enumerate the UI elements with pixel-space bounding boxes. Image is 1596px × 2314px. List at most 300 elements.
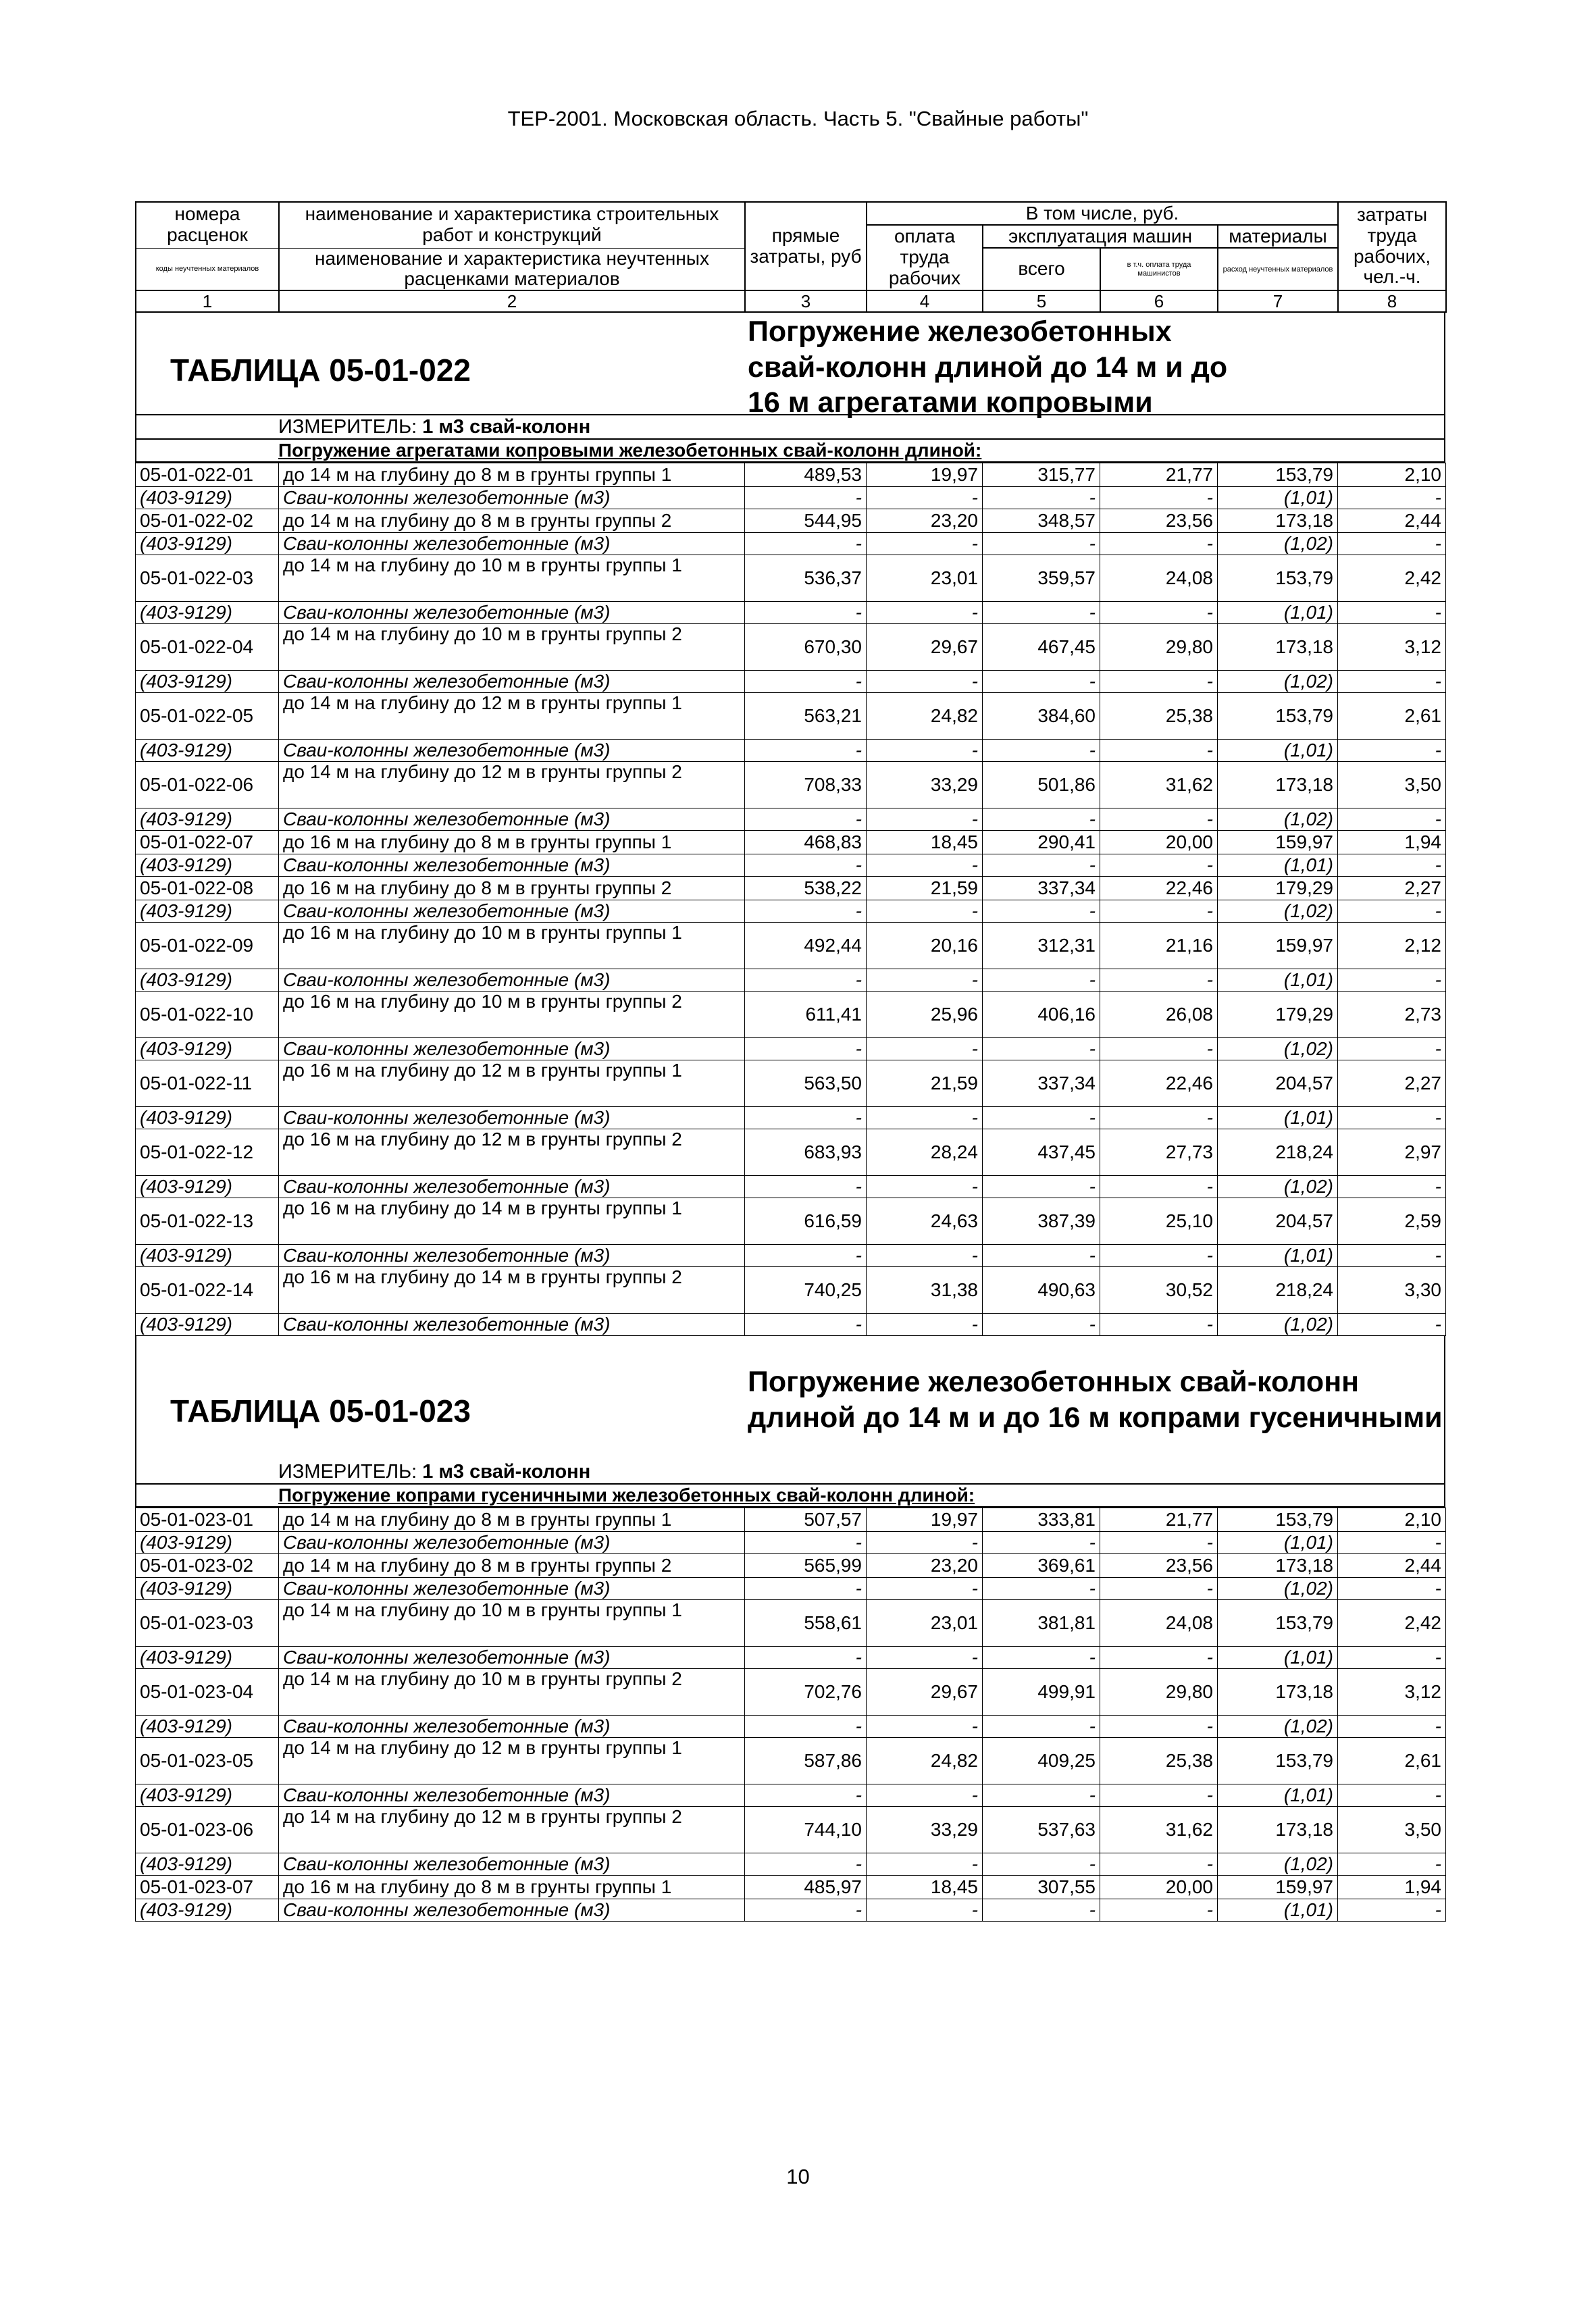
cost-value: 21,77 (1100, 463, 1218, 487)
table-row (136, 1738, 1446, 1784)
cost-value: 29,80 (1100, 1669, 1218, 1716)
material-consumption: (1,02) (1218, 1578, 1338, 1600)
dash-cell: - (1338, 740, 1446, 762)
dash-cell: - (867, 1716, 983, 1738)
cost-value: 3,12 (1338, 1669, 1446, 1716)
dash-cell: - (1338, 671, 1446, 693)
dash-cell: - (867, 1176, 983, 1198)
dash-cell: - (983, 1314, 1100, 1336)
dash-cell: - (1100, 1716, 1218, 1738)
dash-cell: - (867, 854, 983, 877)
material-code: (403-9129) (136, 487, 279, 509)
material-consumption: (1,02) (1218, 1716, 1338, 1738)
column-number: 1 (136, 290, 279, 312)
cost-value: 2,44 (1338, 509, 1446, 533)
rate-code: 05-01-022-01 (136, 463, 279, 487)
material-code: (403-9129) (136, 602, 279, 624)
cost-value: 3,12 (1338, 624, 1446, 671)
dash-cell: - (745, 533, 867, 555)
cost-value: 22,46 (1100, 877, 1218, 900)
material-name: Сваи-колонны железобетонные (м3) (279, 900, 745, 923)
material-code: (403-9129) (136, 808, 279, 831)
dash-cell: - (1100, 1038, 1218, 1060)
material-name: Сваи-колонны железобетонные (м3) (279, 1853, 745, 1876)
dash-cell: - (867, 1532, 983, 1554)
dash-cell: - (867, 671, 983, 693)
rate-code: 05-01-022-08 (136, 877, 279, 900)
cost-value: 409,25 (983, 1738, 1100, 1784)
material-code: (403-9129) (136, 1578, 279, 1600)
cost-value: 2,42 (1338, 1600, 1446, 1647)
rate-code: 05-01-022-07 (136, 831, 279, 854)
dash-cell: - (867, 1647, 983, 1669)
cost-value: 3,50 (1338, 1807, 1446, 1853)
dash-cell: - (983, 1647, 1100, 1669)
column-number: 3 (745, 290, 867, 312)
dash-cell: - (1338, 1038, 1446, 1060)
dash-cell: - (1100, 1784, 1218, 1807)
dash-cell: - (1100, 969, 1218, 992)
dash-cell: - (1338, 1314, 1446, 1336)
cost-value: 290,41 (983, 831, 1100, 854)
dash-cell: - (867, 533, 983, 555)
material-name: Сваи-колонны железобетонные (м3) (279, 1245, 745, 1267)
work-name: до 16 м на глубину до 8 м в грунты группы 2 (279, 877, 745, 900)
dash-cell: - (983, 854, 1100, 877)
cost-value: 204,57 (1218, 1060, 1338, 1107)
cost-value: 173,18 (1218, 509, 1338, 533)
cost-value: 29,67 (867, 1669, 983, 1716)
work-name: до 16 м на глубину до 10 м в грунты группы 1 (279, 923, 745, 969)
cost-value: 23,20 (867, 1554, 983, 1578)
cost-value: 2,42 (1338, 555, 1446, 602)
dash-cell: - (867, 1107, 983, 1129)
cost-value: 337,34 (983, 1060, 1100, 1107)
cost-value: 18,45 (867, 1876, 983, 1899)
cost-value: 23,56 (1100, 1554, 1218, 1578)
cost-value: 153,79 (1218, 1600, 1338, 1647)
cost-value: 31,38 (867, 1267, 983, 1314)
material-consumption: (1,01) (1218, 1245, 1338, 1267)
dash-cell: - (1338, 1716, 1446, 1738)
dash-cell: - (745, 671, 867, 693)
material-name: Сваи-колонны железобетонные (м3) (279, 1899, 745, 1922)
cost-value: 312,31 (983, 923, 1100, 969)
dash-cell: - (1100, 671, 1218, 693)
cost-value: 333,81 (983, 1508, 1100, 1532)
rates-table (135, 1508, 1446, 1922)
cost-value: 616,59 (745, 1198, 867, 1245)
dash-cell: - (983, 1532, 1100, 1554)
cost-value: 28,24 (867, 1129, 983, 1176)
cost-value: 406,16 (983, 992, 1100, 1038)
material-name: Сваи-колонны железобетонные (м3) (279, 1176, 745, 1198)
cost-value: 27,73 (1100, 1129, 1218, 1176)
work-name: до 14 м на глубину до 8 м в грунты группы 1 (279, 1508, 745, 1532)
dash-cell: - (1338, 808, 1446, 831)
material-row (136, 740, 1446, 762)
table-title-block (135, 313, 1445, 419)
cost-value: 708,33 (745, 762, 867, 808)
rate-code: 05-01-022-13 (136, 1198, 279, 1245)
material-name: Сваи-колонны железобетонные (м3) (279, 854, 745, 877)
dash-cell: - (983, 808, 1100, 831)
work-name: до 16 м на глубину до 8 м в грунты группы 1 (279, 831, 745, 854)
rate-code: 05-01-022-04 (136, 624, 279, 671)
material-row (136, 487, 1446, 509)
material-name: Сваи-колонны железобетонные (м3) (279, 533, 745, 555)
material-consumption: (1,01) (1218, 854, 1338, 877)
dash-cell: - (867, 1899, 983, 1922)
work-name: до 14 м на глубину до 12 м в грунты группы 1 (279, 693, 745, 740)
table-title-block (135, 1352, 1445, 1460)
table-row (136, 762, 1446, 808)
col-material-codes-header: коды неучтенных материалов (136, 248, 279, 290)
cost-value: 31,62 (1100, 762, 1218, 808)
dash-cell: - (867, 740, 983, 762)
cost-value: 359,57 (983, 555, 1100, 602)
material-consumption: (1,02) (1218, 533, 1338, 555)
col-name-header: наименование и характеристика строительных работ и конструкций (279, 202, 745, 248)
dash-cell: - (983, 1784, 1100, 1807)
table-row (136, 1060, 1446, 1107)
cost-value: 2,44 (1338, 1554, 1446, 1578)
dash-cell: - (1100, 1532, 1218, 1554)
material-name: Сваи-колонны железобетонные (м3) (279, 808, 745, 831)
rate-code: 05-01-022-11 (136, 1060, 279, 1107)
work-name: до 16 м на глубину до 12 м в грунты группы 2 (279, 1129, 745, 1176)
dash-cell: - (983, 602, 1100, 624)
dash-cell: - (745, 1314, 867, 1336)
cost-value: 173,18 (1218, 624, 1338, 671)
material-name: Сваи-колонны железобетонные (м3) (279, 1107, 745, 1129)
dash-cell: - (745, 1532, 867, 1554)
material-code: (403-9129) (136, 1176, 279, 1198)
rate-code: 05-01-023-02 (136, 1554, 279, 1578)
table-row (136, 1807, 1446, 1853)
cost-value: 587,86 (745, 1738, 867, 1784)
cost-value: 490,63 (983, 1267, 1100, 1314)
work-name: до 14 м на глубину до 10 м в грунты группы 2 (279, 624, 745, 671)
material-row (136, 1647, 1446, 1669)
table-row (136, 1129, 1446, 1176)
cost-value: 20,00 (1100, 831, 1218, 854)
dash-cell: - (1100, 533, 1218, 555)
material-code: (403-9129) (136, 969, 279, 992)
dash-cell: - (1100, 1578, 1218, 1600)
table-row (136, 463, 1446, 487)
material-consumption: (1,01) (1218, 1532, 1338, 1554)
work-name: до 14 м на глубину до 8 м в грунты группы 2 (279, 509, 745, 533)
column-number: 8 (1338, 290, 1446, 312)
cost-value: 369,61 (983, 1554, 1100, 1578)
material-consumption: (1,02) (1218, 671, 1338, 693)
table-row (136, 923, 1446, 969)
unit-label: ИЗМЕРИТЕЛЬ: (278, 1461, 417, 1483)
group-heading: Погружение агрегатами копровыми железобетонных свай-колонн длиной: (135, 438, 1445, 463)
dash-cell: - (1100, 1853, 1218, 1876)
material-row (136, 1314, 1446, 1336)
material-consumption: (1,01) (1218, 1784, 1338, 1807)
col-material-consumption-header: расход неучтенных материалов (1218, 248, 1338, 290)
unit-label: ИЗМЕРИТЕЛЬ: (278, 416, 417, 438)
cost-value: 702,76 (745, 1669, 867, 1716)
work-name: до 14 м на глубину до 10 м в грунты группы 1 (279, 1600, 745, 1647)
material-code: (403-9129) (136, 900, 279, 923)
column-number: 2 (279, 290, 745, 312)
cost-value: 25,96 (867, 992, 983, 1038)
work-name: до 14 м на глубину до 10 м в грунты группы 2 (279, 1669, 745, 1716)
cost-value: 23,01 (867, 1600, 983, 1647)
material-code: (403-9129) (136, 1647, 279, 1669)
cost-value: 2,10 (1338, 463, 1446, 487)
page-number: 10 (786, 2165, 810, 2188)
dash-cell: - (745, 854, 867, 877)
col-machinists-header: в т.ч. оплата труда машинистов (1100, 248, 1218, 290)
cost-value: 348,57 (983, 509, 1100, 533)
cost-value: 387,39 (983, 1198, 1100, 1245)
dash-cell: - (745, 487, 867, 509)
dash-cell: - (745, 808, 867, 831)
cost-value: 507,57 (745, 1508, 867, 1532)
cost-value: 19,97 (867, 463, 983, 487)
dash-cell: - (745, 1853, 867, 1876)
cost-value: 2,73 (1338, 992, 1446, 1038)
material-code: (403-9129) (136, 854, 279, 877)
material-row (136, 1784, 1446, 1807)
cost-value: 24,63 (867, 1198, 983, 1245)
dash-cell: - (1100, 1245, 1218, 1267)
table-row (136, 877, 1446, 900)
table-row (136, 693, 1446, 740)
material-consumption: (1,01) (1218, 1647, 1338, 1669)
dash-cell: - (983, 487, 1100, 509)
dash-cell: - (1338, 1107, 1446, 1129)
table-row (136, 992, 1446, 1038)
material-name: Сваи-колонны железобетонные (м3) (279, 1038, 745, 1060)
column-number: 5 (983, 290, 1100, 312)
cost-value: 31,62 (1100, 1807, 1218, 1853)
dash-cell: - (1338, 1245, 1446, 1267)
cost-value: 24,82 (867, 1738, 983, 1784)
cost-value: 33,29 (867, 1807, 983, 1853)
cost-value: 24,08 (1100, 1600, 1218, 1647)
table-title: Погружение железобетонных свай-колонн длиной до 14 м и до 16 м копрами гусеничными (748, 1366, 1443, 1434)
work-name: до 14 м на глубину до 10 м в грунты группы 1 (279, 555, 745, 602)
dash-cell: - (983, 1853, 1100, 1876)
rate-code: 05-01-022-06 (136, 762, 279, 808)
dash-cell: - (983, 1038, 1100, 1060)
unit-value: 1 м3 свай-колонн (422, 1461, 591, 1483)
dash-cell: - (867, 1038, 983, 1060)
rate-code: 05-01-022-12 (136, 1129, 279, 1176)
material-row (136, 1578, 1446, 1600)
cost-value: 20,16 (867, 923, 983, 969)
dash-cell: - (745, 1107, 867, 1129)
work-name: до 14 м на глубину до 12 м в грунты группы 2 (279, 1807, 745, 1853)
dash-cell: - (983, 1578, 1100, 1600)
cost-value: 30,52 (1100, 1267, 1218, 1314)
cost-value: 538,22 (745, 877, 867, 900)
material-name: Сваи-колонны железобетонные (м3) (279, 1784, 745, 1807)
table-row (136, 624, 1446, 671)
material-row (136, 1853, 1446, 1876)
dash-cell: - (1338, 1647, 1446, 1669)
cost-value: 33,29 (867, 762, 983, 808)
cost-value: 384,60 (983, 693, 1100, 740)
material-name: Сваи-колонны железобетонные (м3) (279, 1314, 745, 1336)
cost-value: 173,18 (1218, 762, 1338, 808)
table-row (136, 1876, 1446, 1899)
material-code: (403-9129) (136, 1532, 279, 1554)
cost-value: 173,18 (1218, 1554, 1338, 1578)
dash-cell: - (867, 808, 983, 831)
cost-value: 337,34 (983, 877, 1100, 900)
work-name: до 16 м на глубину до 8 м в грунты группы 1 (279, 1876, 745, 1899)
material-name: Сваи-колонны железобетонные (м3) (279, 740, 745, 762)
material-name: Сваи-колонны железобетонные (м3) (279, 602, 745, 624)
material-row (136, 1899, 1446, 1922)
material-row (136, 533, 1446, 555)
dash-cell: - (1100, 1107, 1218, 1129)
rate-code: 05-01-023-05 (136, 1738, 279, 1784)
material-row (136, 1107, 1446, 1129)
material-consumption: (1,02) (1218, 1038, 1338, 1060)
cost-value: 26,08 (1100, 992, 1218, 1038)
cost-value: 501,86 (983, 762, 1100, 808)
section-gap (135, 1336, 1445, 1352)
rate-code: 05-01-023-03 (136, 1600, 279, 1647)
dash-cell: - (745, 1716, 867, 1738)
cost-value: 558,61 (745, 1600, 867, 1647)
material-row (136, 1038, 1446, 1060)
material-code: (403-9129) (136, 533, 279, 555)
material-consumption: (1,01) (1218, 969, 1338, 992)
dash-cell: - (1338, 1176, 1446, 1198)
material-name: Сваи-колонны железобетонные (м3) (279, 969, 745, 992)
dash-cell: - (983, 1716, 1100, 1738)
cost-value: 25,38 (1100, 693, 1218, 740)
dash-cell: - (1338, 854, 1446, 877)
work-name: до 16 м на глубину до 14 м в грунты группы 2 (279, 1267, 745, 1314)
dash-cell: - (745, 1899, 867, 1922)
rate-code: 05-01-023-01 (136, 1508, 279, 1532)
dash-cell: - (1100, 487, 1218, 509)
dash-cell: - (1338, 1853, 1446, 1876)
cost-value: 204,57 (1218, 1198, 1338, 1245)
group-heading: Погружение копрами гусеничными железобетонных свай-колонн длиной: (135, 1483, 1445, 1508)
dash-cell: - (745, 1038, 867, 1060)
dash-cell: - (1338, 1532, 1446, 1554)
cost-value: 2,27 (1338, 877, 1446, 900)
cost-value: 563,50 (745, 1060, 867, 1107)
cost-value: 22,46 (1100, 1060, 1218, 1107)
dash-cell: - (867, 900, 983, 923)
material-code: (403-9129) (136, 1899, 279, 1922)
material-code: (403-9129) (136, 1784, 279, 1807)
dash-cell: - (867, 1245, 983, 1267)
column-number: 7 (1218, 290, 1338, 312)
material-code: (403-9129) (136, 740, 279, 762)
dash-cell: - (983, 900, 1100, 923)
dash-cell: - (745, 900, 867, 923)
rate-code: 05-01-022-02 (136, 509, 279, 533)
table-row (136, 1600, 1446, 1647)
col-material-name-header: наименование и характеристика неучтенных расценками материалов (279, 248, 745, 290)
material-name: Сваи-колонны железобетонные (м3) (279, 1647, 745, 1669)
table-row (136, 1554, 1446, 1578)
table-row (136, 1198, 1446, 1245)
rate-code: 05-01-022-09 (136, 923, 279, 969)
dash-cell: - (1100, 1314, 1218, 1336)
dash-cell: - (1338, 533, 1446, 555)
dash-cell: - (745, 602, 867, 624)
cost-value: 499,91 (983, 1669, 1100, 1716)
material-consumption: (1,01) (1218, 487, 1338, 509)
dash-cell: - (983, 740, 1100, 762)
rate-code: 05-01-022-14 (136, 1267, 279, 1314)
material-consumption: (1,02) (1218, 1176, 1338, 1198)
material-code: (403-9129) (136, 671, 279, 693)
col-labor-header: затраты труда рабочих, чел.-ч. (1338, 202, 1446, 290)
cost-value: 159,97 (1218, 831, 1338, 854)
dash-cell: - (867, 487, 983, 509)
cost-value: 489,53 (745, 463, 867, 487)
dash-cell: - (867, 969, 983, 992)
cost-value: 153,79 (1218, 555, 1338, 602)
cost-value: 179,29 (1218, 992, 1338, 1038)
rate-code: 05-01-023-06 (136, 1807, 279, 1853)
table-row (136, 1669, 1446, 1716)
cost-value: 744,10 (745, 1807, 867, 1853)
rate-code: 05-01-022-05 (136, 693, 279, 740)
dash-cell: - (867, 1314, 983, 1336)
dash-cell: - (745, 1647, 867, 1669)
dash-cell: - (745, 1578, 867, 1600)
cost-value: 437,45 (983, 1129, 1100, 1176)
column-number-row (136, 290, 1446, 312)
dash-cell: - (1338, 900, 1446, 923)
dash-cell: - (1338, 1578, 1446, 1600)
dash-cell: - (1100, 1899, 1218, 1922)
material-consumption: (1,01) (1218, 1899, 1338, 1922)
material-row (136, 969, 1446, 992)
dash-cell: - (983, 1176, 1100, 1198)
dash-cell: - (867, 602, 983, 624)
cost-value: 3,30 (1338, 1267, 1446, 1314)
material-consumption: (1,02) (1218, 900, 1338, 923)
col-machines-header: эксплуатация машин (983, 225, 1218, 248)
material-name: Сваи-колонны железобетонные (м3) (279, 1716, 745, 1738)
cost-value: 740,25 (745, 1267, 867, 1314)
dash-cell: - (983, 1899, 1100, 1922)
dash-cell: - (1100, 854, 1218, 877)
cost-value: 315,77 (983, 463, 1100, 487)
rate-code: 05-01-022-03 (136, 555, 279, 602)
page-header: ТЕР-2001. Московская область. Часть 5. "Свайные работы" (507, 107, 1089, 130)
rate-code: 05-01-022-10 (136, 992, 279, 1038)
cost-value: 24,08 (1100, 555, 1218, 602)
material-consumption: (1,01) (1218, 1107, 1338, 1129)
cost-value: 21,77 (1100, 1508, 1218, 1532)
work-name: до 16 м на глубину до 12 м в грунты группы 1 (279, 1060, 745, 1107)
cost-value: 536,37 (745, 555, 867, 602)
cost-value: 381,81 (983, 1600, 1100, 1647)
cost-value: 2,10 (1338, 1508, 1446, 1532)
material-name: Сваи-колонны железобетонные (м3) (279, 671, 745, 693)
material-row (136, 854, 1446, 877)
cost-value: 485,97 (745, 1876, 867, 1899)
